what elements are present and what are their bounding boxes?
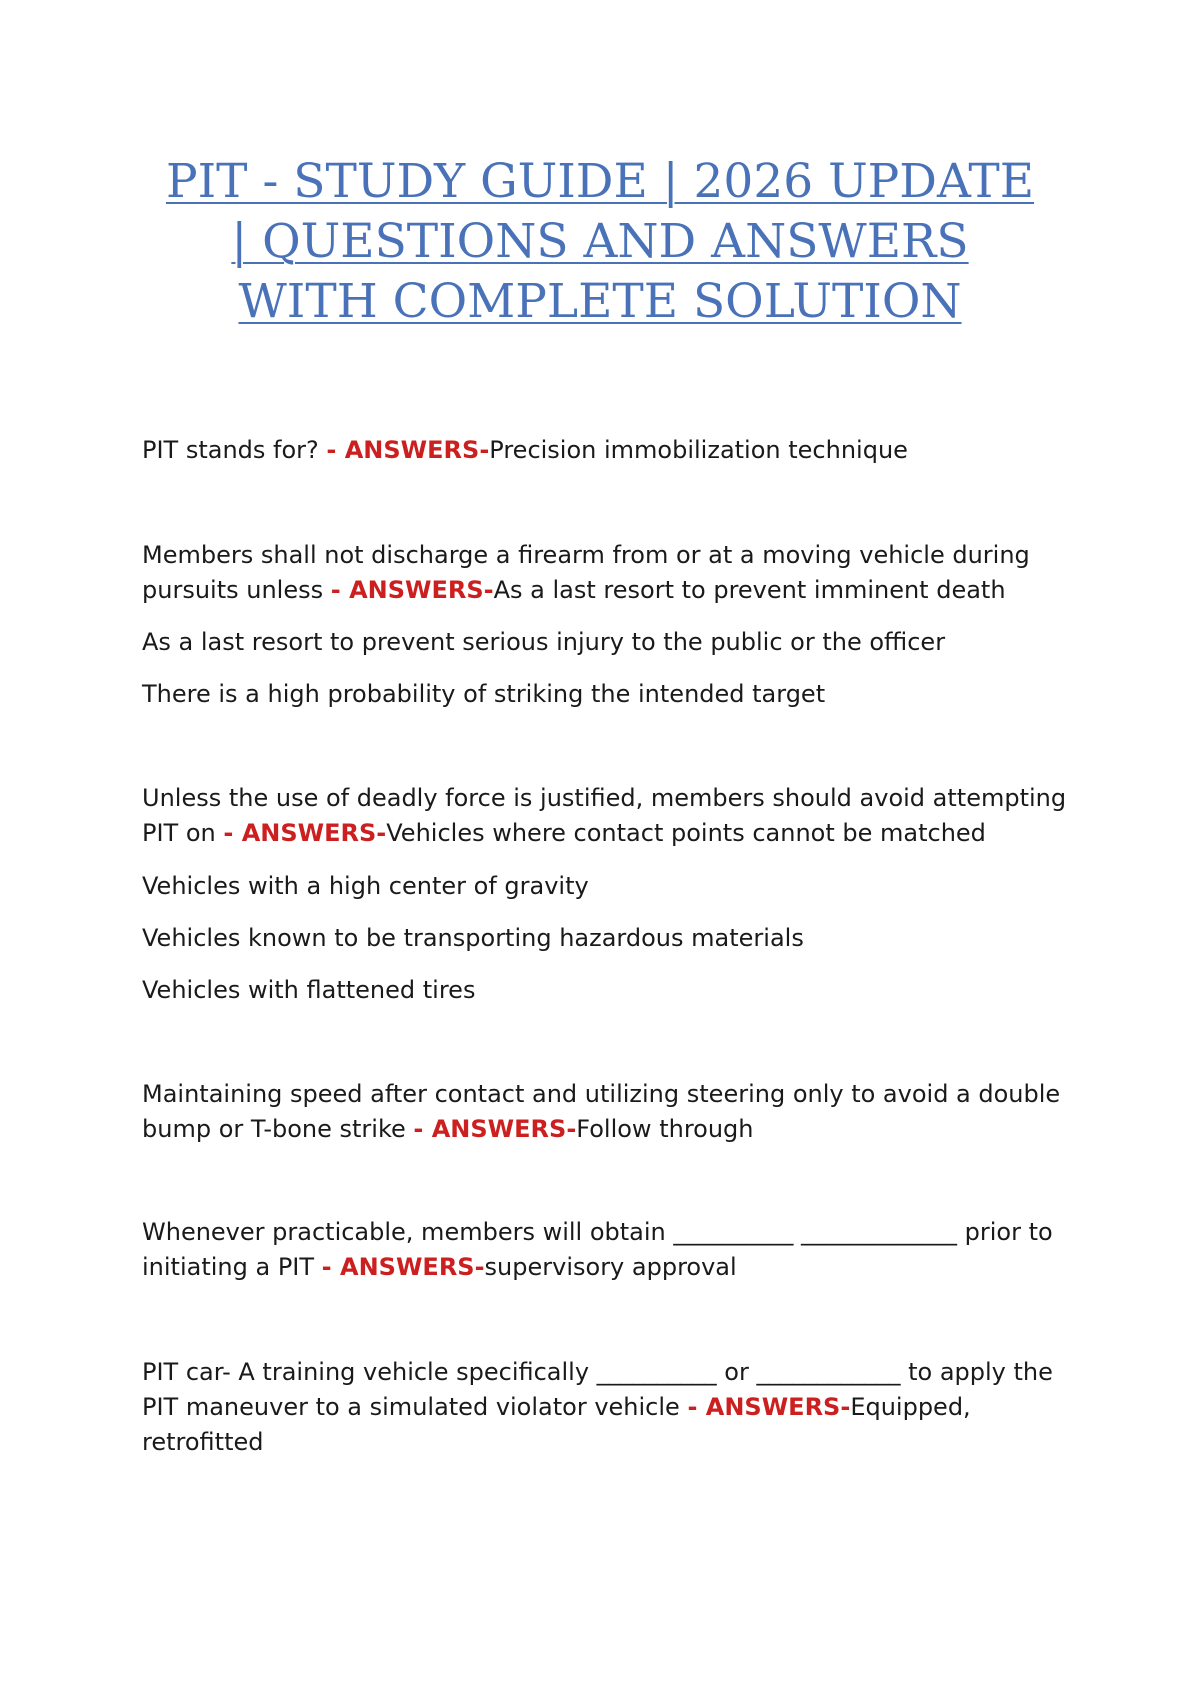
answer-line: There is a high probability of striking the intended target — [142, 680, 826, 708]
question-text: Whenever practicable, members will obtain __________ _____________ prior to initiating a PIT — [142, 1218, 1053, 1281]
answer-label: ANSWERS- — [431, 1115, 577, 1143]
answer-separator: - — [321, 1253, 340, 1281]
answer-text: As a last resort to prevent imminent death — [493, 576, 1006, 604]
question-text: Maintaining speed after contact and utilizing steering only to avoid a double bump or T-bone strike — [142, 1080, 1061, 1143]
qa-item-5 — [142, 1215, 1072, 1285]
answer-separator: - — [330, 576, 350, 604]
answer-text: Vehicles where contact points cannot be matched — [386, 819, 986, 847]
answer-separator: - — [687, 1393, 706, 1421]
answer-label: ANSWERS- — [705, 1393, 851, 1421]
answer-line: Vehicles with flattened tires — [142, 976, 476, 1004]
answer-text: Follow through — [576, 1115, 754, 1143]
answer-separator: - — [326, 436, 345, 464]
qa-item-1 — [142, 433, 1072, 468]
qa-item-4 — [142, 1077, 1072, 1147]
qa-item-3 — [142, 781, 1072, 851]
answer-separator: - — [413, 1115, 432, 1143]
qa-item-2 — [142, 538, 1072, 608]
qa-item-6 — [142, 1355, 1072, 1460]
answer-line: As a last resort to prevent serious injury to the public or the officer — [142, 628, 946, 656]
answer-separator: - — [223, 819, 242, 847]
answer-text: Equipped, retrofitted — [142, 1393, 971, 1456]
question-text: Unless the use of deadly force is justified, members should avoid attempting PIT on — [142, 784, 1067, 847]
answer-text: Precision immobilization technique — [489, 436, 908, 464]
answer-label: ANSWERS- — [241, 819, 387, 847]
question-text: PIT stands for? — [142, 436, 327, 464]
question-text: Members shall not discharge a firearm from or at a moving vehicle during pursuits unless — [142, 541, 1030, 604]
answer-label: ANSWERS- — [340, 1253, 485, 1281]
answer-label: ANSWERS- — [344, 436, 490, 464]
answer-label: ANSWERS- — [349, 576, 494, 604]
answer-line: Vehicles with a high center of gravity — [142, 872, 589, 900]
answer-text: supervisory approval — [484, 1253, 737, 1281]
question-text: PIT car- A training vehicle specifically __________ or ____________ to apply the PIT maneuver to a simulated violator vehicle — [142, 1358, 1053, 1421]
answer-line: Vehicles known to be transporting hazardous materials — [142, 924, 804, 952]
document-title: PIT - STUDY GUIDE | 2026 UPDATE | QUESTIONS AND ANSWERS WITH COMPLETE SOLUTION — [165, 154, 1035, 329]
